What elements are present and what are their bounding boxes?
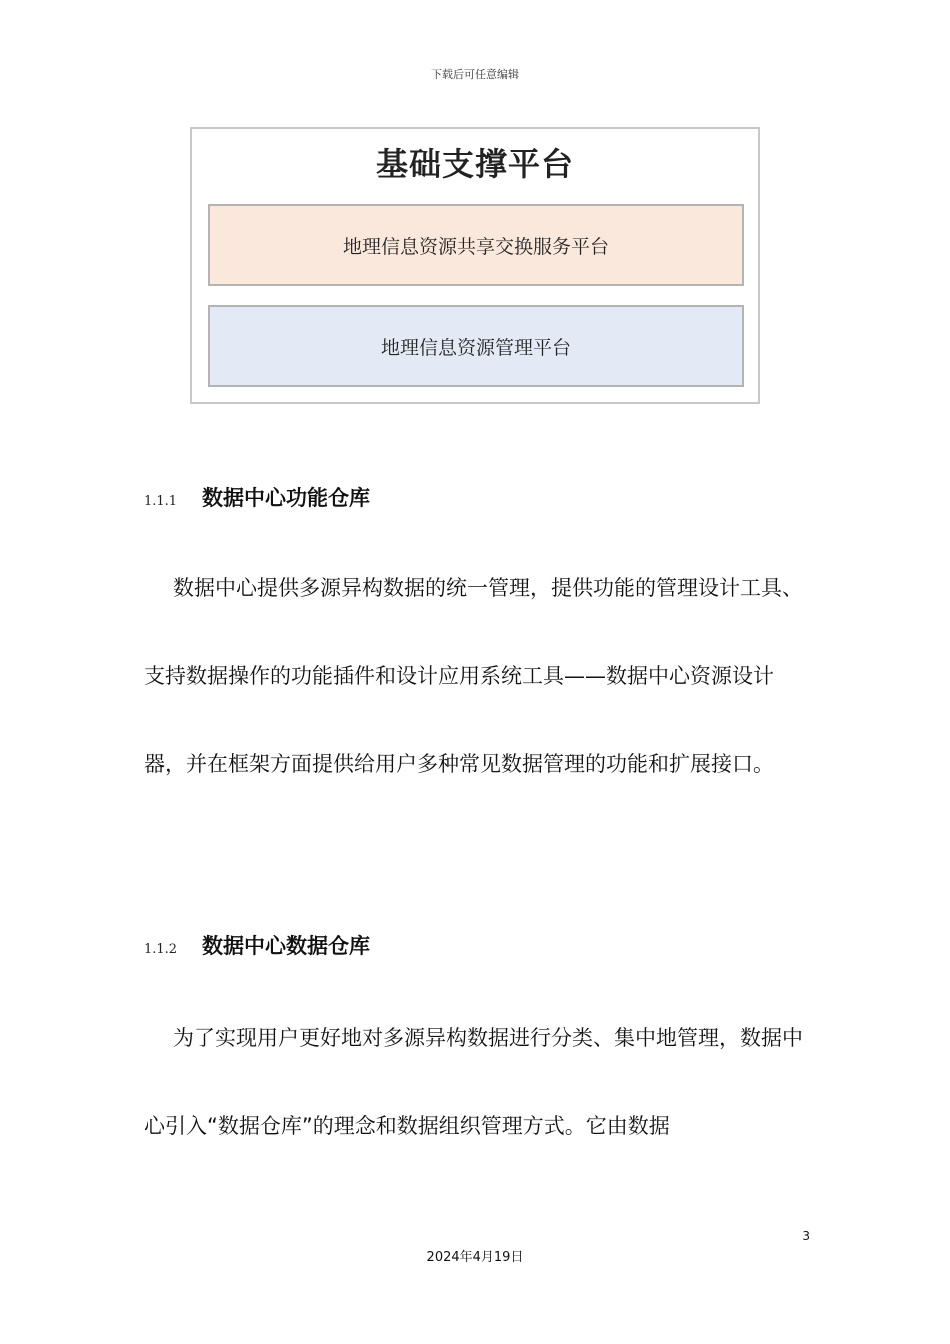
- footer-date: 2024年4月19日: [426, 1250, 524, 1265]
- section-title: 数据中心数据仓库: [202, 934, 370, 958]
- paragraph-text: 数据中心提供多源异构数据的统一管理，提供功能的管理设计工具、支持数据操作的功能插件和设计应用系统工具——数据中心资源设计器，并在框架方面提供给用户多种常见数据管理的功能和扩展接口。: [144, 576, 803, 776]
- section-heading-2: [144, 930, 370, 960]
- paragraph-text: 为了实现用户更好地对多源异构数据进行分类、集中地管理，数据中心引入“数据仓库”的理念和数据组织管理方式。它由数据: [144, 1026, 803, 1138]
- section-number: 1.1.1: [144, 494, 178, 509]
- section-paragraph-1: [144, 544, 806, 808]
- section-paragraph-2: [144, 994, 806, 1170]
- section-title: 数据中心功能仓库: [202, 486, 370, 510]
- platform-diagram: [190, 127, 760, 404]
- layer-label: 地理信息资源共享交换服务平台: [342, 235, 609, 258]
- layer-sharing-exchange-platform: [208, 204, 744, 286]
- section-heading-1: [144, 482, 370, 512]
- layer-label: 地理信息资源管理平台: [380, 336, 571, 359]
- header-note: 下载后可任意编辑: [431, 68, 519, 81]
- layer-resource-management-platform: [208, 305, 744, 387]
- diagram-title: 基础支撑平台: [375, 145, 574, 183]
- page-number: 3: [802, 1229, 810, 1243]
- section-number: 1.1.2: [144, 942, 178, 957]
